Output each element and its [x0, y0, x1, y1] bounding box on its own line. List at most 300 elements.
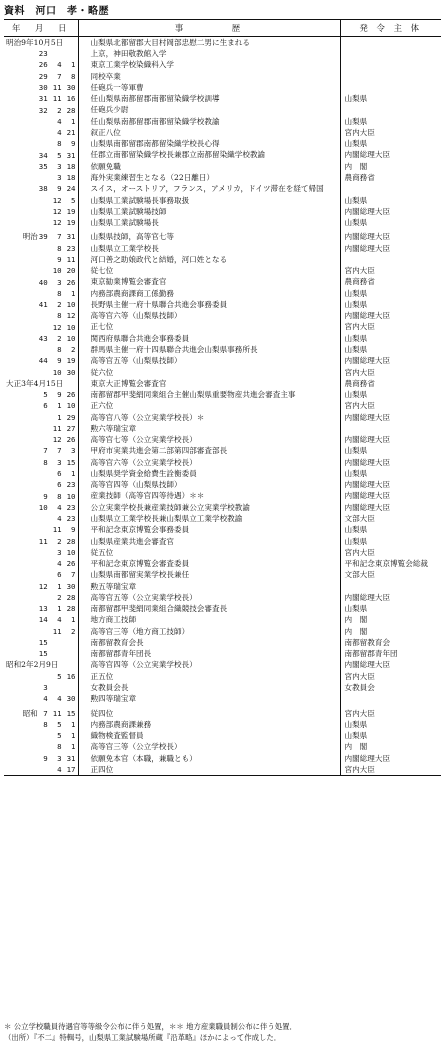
date-year: 6	[43, 401, 48, 411]
row-event: 南都留郡甲斐絹同業組合主催山梨県重要物産共進会審査主事	[78, 389, 340, 400]
date-full: 明治9年10月5日	[6, 37, 64, 47]
row-event: 地方商工技師	[78, 615, 340, 626]
date-day: 10	[66, 547, 76, 557]
date-year	[38, 129, 48, 136]
row-issuer: 内閣総理大臣	[344, 457, 391, 467]
row-date	[4, 637, 78, 648]
row-date	[4, 502, 78, 513]
date-month	[48, 639, 62, 646]
date-day: 23	[66, 480, 76, 490]
row-date	[4, 401, 78, 412]
date-year	[38, 369, 48, 376]
date-day: 10	[66, 401, 76, 411]
table-row	[4, 753, 441, 764]
date-year: 8	[43, 457, 48, 467]
date-year: 14	[38, 615, 48, 625]
table-row	[4, 310, 441, 321]
row-issuer: 文部大臣	[344, 513, 375, 523]
date-month: 4	[57, 615, 62, 625]
row-event: 高等官八等（公立実業学校長）＊	[78, 412, 340, 423]
date-era	[6, 219, 38, 226]
date-era	[6, 50, 38, 57]
date-era	[6, 197, 38, 204]
row-issuer: 山梨県	[344, 604, 368, 614]
row-event: 高等官三等（公立学校長）	[78, 741, 340, 752]
row-issuer: 山梨県	[344, 299, 368, 309]
date-year: 29	[38, 71, 48, 81]
table-row	[4, 719, 441, 730]
date-year	[38, 245, 48, 252]
date-era	[6, 369, 38, 376]
row-issuer: 内 閣	[344, 161, 368, 171]
date-month: 3	[57, 161, 62, 171]
table-row	[4, 127, 441, 138]
row-date	[4, 322, 78, 333]
date-year: 23	[38, 49, 48, 59]
row-issuer: 農商務省	[344, 173, 375, 183]
date-era	[6, 447, 38, 454]
date-day: 10	[66, 300, 76, 310]
table-row	[4, 479, 441, 490]
row-event: 内務部農商課兼務	[78, 719, 340, 730]
table-row	[4, 93, 441, 104]
date-era	[6, 743, 38, 750]
date-day	[62, 684, 76, 691]
date-year: 12	[38, 581, 48, 591]
date-era	[6, 185, 38, 192]
table-row	[4, 195, 441, 206]
date-era	[6, 84, 38, 91]
row-issuer: 南都留教育会	[344, 637, 391, 647]
date-month: 2	[57, 300, 62, 310]
date-era	[6, 335, 38, 342]
date-year: 35	[38, 161, 48, 171]
row-issuer: 宮内大臣	[344, 322, 375, 332]
row-date	[4, 229, 78, 243]
date-month	[48, 684, 62, 691]
date-day: 19	[66, 356, 76, 366]
date-month: 12	[52, 195, 62, 205]
date-year	[38, 732, 48, 739]
date-day: 1	[71, 731, 76, 741]
date-month: 5	[57, 719, 62, 729]
row-event: 甲府市実業共進会第二部第四部審査部長	[78, 446, 340, 457]
row-event: 高等官四等（公立実業学校長）	[78, 660, 340, 671]
table-row	[4, 344, 441, 355]
footnote-source: （出所）『不二』特輯号，山梨県工業試験場所蔵『沿革略』ほかによって作成した．	[4, 1032, 282, 1042]
row-date	[4, 705, 78, 719]
row-date	[4, 195, 78, 206]
date-year: 30	[38, 82, 48, 92]
date-day: 10	[66, 491, 76, 501]
date-era	[6, 459, 38, 466]
date-year	[38, 219, 48, 226]
date-month: 10	[52, 367, 62, 377]
table-row	[4, 558, 441, 569]
row-issuer: 山梨県	[344, 719, 368, 729]
table-row	[4, 229, 441, 243]
table-row	[4, 468, 441, 479]
date-era	[6, 436, 38, 443]
table-row	[4, 37, 441, 49]
date-month: 4	[57, 514, 62, 524]
row-event: 平和記念東京博覧会事務委員	[78, 524, 340, 535]
date-month: 1	[57, 401, 62, 411]
date-month: 8	[57, 243, 62, 253]
row-date	[4, 592, 78, 603]
row-issuer	[340, 693, 441, 704]
date-day: 30	[66, 367, 76, 377]
date-month: 8	[57, 311, 62, 321]
date-month: 2	[57, 333, 62, 343]
table-row	[4, 536, 441, 547]
row-date	[4, 513, 78, 524]
date-year: 5	[43, 390, 48, 400]
date-era	[6, 324, 38, 331]
date-year	[38, 267, 48, 274]
date-month: 4	[57, 764, 62, 774]
date-month: 11	[52, 525, 62, 535]
row-event: 山梨県北都留郡大目村岡部忠慰二男に生まれる	[78, 37, 340, 49]
date-day: 18	[66, 173, 76, 183]
row-event: 山梨県南都留郡南都留染織学校長心得	[78, 138, 340, 149]
date-era	[6, 684, 38, 691]
date-day: 27	[66, 423, 76, 433]
date-year: 9	[43, 491, 48, 501]
date-era	[6, 583, 38, 590]
row-issuer	[340, 254, 441, 265]
document-title: 資料 河口 孝・略歴	[4, 6, 109, 17]
date-year: 7	[43, 708, 48, 718]
row-date	[4, 93, 78, 104]
date-month: 7	[57, 446, 62, 456]
row-date	[4, 468, 78, 479]
row-issuer: 内閣総理大臣	[344, 232, 391, 242]
table-row	[4, 217, 441, 228]
footnote-asterisk: ＊ 公立学校職員待遇官等等級令公布に伴う処置，＊＊ 地方産業職員制公布に伴う処置．	[4, 1022, 297, 1031]
date-month: 7	[57, 71, 62, 81]
date-year	[38, 425, 48, 432]
row-event: 山梨県工業試験場長	[78, 217, 340, 228]
row-event: 任砲兵一等軍曹	[78, 82, 340, 93]
date-month: 6	[57, 480, 62, 490]
date-day: 26	[66, 277, 76, 287]
date-year: 38	[38, 184, 48, 194]
date-month: 11	[52, 626, 62, 636]
date-era	[6, 732, 38, 739]
header-event: 事 歴	[78, 20, 340, 37]
date-month: 8	[57, 139, 62, 149]
date-year: 43	[38, 333, 48, 343]
row-issuer: 宮内大臣	[340, 764, 441, 776]
row-date	[4, 105, 78, 116]
date-era	[6, 245, 38, 252]
date-month: 10	[52, 266, 62, 276]
date-year	[38, 766, 48, 773]
row-date	[4, 648, 78, 659]
row-issuer: 山梨県	[344, 446, 368, 456]
row-event: 山梨県技師，高等官七等	[78, 229, 340, 243]
row-event: 高等官五等（公立実業学校長）	[78, 592, 340, 603]
row-issuer: 山梨県	[344, 525, 368, 535]
table-row	[4, 457, 441, 468]
date-day: 1	[71, 288, 76, 298]
date-year	[38, 256, 48, 263]
date-day: 24	[66, 184, 76, 194]
table-row	[4, 615, 441, 626]
date-era	[6, 628, 38, 635]
row-event: 河口善之助娘政代と結婚，河口姓となる	[78, 254, 340, 265]
date-full: 昭和2年2月9日	[6, 660, 59, 670]
row-date	[4, 581, 78, 592]
row-issuer: 宮内大臣	[344, 671, 375, 681]
row-issuer: 女教員会	[344, 682, 375, 692]
date-day: 15	[66, 457, 76, 467]
date-day: 1	[71, 615, 76, 625]
row-event: 従七位	[78, 265, 340, 276]
date-day: 1	[71, 60, 76, 70]
date-era	[6, 95, 38, 102]
row-event: 上京，神田敬教館入学	[78, 48, 340, 59]
row-event: 山梨県産業共進会審査官	[78, 536, 340, 547]
row-date	[4, 741, 78, 752]
date-year: 41	[38, 300, 48, 310]
table-row	[4, 150, 441, 161]
row-event: 織物検査監督員	[78, 730, 340, 741]
date-day: 15	[66, 708, 76, 718]
date-era	[6, 425, 38, 432]
table-row	[4, 48, 441, 59]
date-month: 12	[52, 322, 62, 332]
date-day: 9	[71, 139, 76, 149]
date-era	[6, 140, 38, 147]
date-month: 3	[57, 277, 62, 287]
date-era	[6, 73, 38, 80]
row-date	[4, 671, 78, 682]
row-issuer: 山梨県	[344, 389, 368, 399]
date-year: 13	[38, 604, 48, 614]
table-row	[4, 705, 441, 719]
row-date	[4, 172, 78, 183]
date-era	[6, 279, 38, 286]
date-year	[38, 594, 48, 601]
date-day: 23	[66, 502, 76, 512]
row-date	[4, 299, 78, 310]
row-date	[4, 764, 78, 776]
row-event: 山梨県工業試験場長事務取扱	[78, 195, 340, 206]
date-year	[38, 197, 48, 204]
date-era	[6, 526, 38, 533]
row-issuer	[340, 183, 441, 194]
date-day: 31	[66, 150, 76, 160]
row-event: スイス，オーストリア，フランス，アメリカ，ドイツ滞在を経て帰国	[78, 183, 340, 194]
table-row	[4, 693, 441, 704]
date-month: 1	[57, 412, 62, 422]
row-issuer: 内閣総理大臣	[344, 491, 391, 501]
date-day: 12	[66, 311, 76, 321]
row-date	[4, 277, 78, 288]
date-year	[38, 436, 48, 443]
row-event: 任山梨県南都留郡南都留染織学校教諭	[78, 116, 340, 127]
date-year	[38, 208, 48, 215]
date-year: 9	[43, 753, 48, 763]
date-era	[6, 571, 38, 578]
table-row	[4, 116, 441, 127]
row-date	[4, 254, 78, 265]
date-day: 26	[66, 435, 76, 445]
row-event: 任砲兵少尉	[78, 105, 340, 116]
date-era	[6, 755, 38, 762]
row-issuer: 内閣総理大臣	[344, 311, 391, 321]
row-date	[4, 719, 78, 730]
date-full: 大正3年4月15日	[6, 378, 64, 388]
row-issuer: 内閣総理大臣	[344, 592, 391, 602]
row-issuer: 山梨県	[344, 731, 368, 741]
date-era	[6, 118, 38, 125]
row-issuer: 山梨県	[344, 139, 368, 149]
row-issuer	[340, 37, 441, 49]
row-date	[4, 217, 78, 228]
date-day: 26	[66, 559, 76, 569]
table-row	[4, 581, 441, 592]
row-event: 東京大正博覧会審査官	[78, 378, 340, 389]
table-row	[4, 764, 441, 776]
date-era	[6, 470, 38, 477]
date-day: 7	[71, 570, 76, 580]
date-day: 17	[66, 764, 76, 774]
date-year: 44	[38, 356, 48, 366]
date-era	[6, 515, 38, 522]
date-year	[38, 324, 48, 331]
row-event: 山梨県南都留実業学校長兼任	[78, 569, 340, 580]
date-day	[62, 50, 76, 57]
row-issuer: 宮内大臣	[344, 547, 375, 557]
date-year: 3	[43, 683, 48, 693]
date-year: 34	[38, 150, 48, 160]
date-era: 明治	[22, 232, 38, 242]
row-date	[4, 730, 78, 741]
date-year	[38, 560, 48, 567]
row-issuer: 内閣総理大臣	[344, 356, 391, 366]
date-year: 7	[43, 446, 48, 456]
header-date: 年 月 日	[4, 20, 78, 37]
table-row	[4, 378, 441, 389]
table-row	[4, 161, 441, 172]
date-year	[38, 414, 48, 421]
date-year: 32	[38, 105, 48, 115]
date-month: 2	[57, 536, 62, 546]
date-month: 7	[57, 232, 62, 242]
table-row	[4, 265, 441, 276]
table-row	[4, 423, 441, 434]
row-date	[4, 389, 78, 400]
row-date	[4, 265, 78, 276]
date-year	[38, 549, 48, 556]
row-issuer	[340, 71, 441, 82]
row-issuer: 内閣総理大臣	[344, 480, 391, 490]
date-day: 30	[66, 581, 76, 591]
date-day: 23	[66, 514, 76, 524]
row-event: 山梨県立工業学校長	[78, 243, 340, 254]
row-issuer: 内閣総理大臣	[344, 150, 391, 160]
row-date	[4, 138, 78, 149]
row-date	[4, 206, 78, 217]
row-issuer: 山梨県	[344, 218, 368, 228]
table-row	[4, 288, 441, 299]
row-date	[4, 660, 78, 671]
row-event: 東京工業学校染織科入学	[78, 60, 340, 71]
date-month: 12	[52, 206, 62, 216]
date-year	[38, 470, 48, 477]
table-row	[4, 389, 441, 400]
row-issuer: 宮内大臣	[344, 266, 375, 276]
row-event: 従六位	[78, 367, 340, 378]
row-date	[4, 355, 78, 366]
date-month: 4	[57, 60, 62, 70]
date-year: 40	[38, 277, 48, 287]
date-era	[6, 402, 38, 409]
table-row	[4, 446, 441, 457]
date-day	[62, 650, 76, 657]
row-event: 海外実業練習生となる（22日離日）	[78, 172, 340, 183]
row-date	[4, 603, 78, 614]
row-date	[4, 457, 78, 468]
row-issuer: 南都留郡青年団	[344, 649, 398, 659]
table-row	[4, 322, 441, 333]
row-date	[4, 615, 78, 626]
date-month: 5	[57, 150, 62, 160]
row-issuer: 宮内大臣	[344, 367, 375, 377]
date-era	[6, 357, 38, 364]
date-era	[6, 152, 38, 159]
date-era	[6, 650, 38, 657]
row-issuer: 山梨県	[344, 468, 368, 478]
row-date	[4, 60, 78, 71]
row-event: 山梨県奨学資金給費生詮衡委員	[78, 468, 340, 479]
row-event: 任山梨県南都留郡南都留染織学校訓導	[78, 93, 340, 104]
row-event: 南都留教育会長	[78, 637, 340, 648]
row-issuer: 山梨県	[344, 345, 368, 354]
date-month: 9	[57, 356, 62, 366]
row-issuer: 内閣総理大臣	[344, 435, 391, 445]
date-year: 8	[43, 719, 48, 729]
date-month: 9	[57, 254, 62, 264]
header-issuer: 発 令 主 体	[340, 20, 441, 37]
date-month	[48, 650, 62, 657]
row-issuer: 内 閣	[344, 742, 368, 752]
date-month: 4	[57, 116, 62, 126]
date-year	[38, 312, 48, 319]
date-day: 28	[66, 105, 76, 115]
date-month: 8	[57, 345, 62, 355]
date-year	[38, 673, 48, 680]
date-era	[6, 174, 38, 181]
row-date	[4, 547, 78, 558]
table-row	[4, 277, 441, 288]
date-month: 3	[57, 173, 62, 183]
date-day: 11	[66, 254, 76, 264]
date-month: 1	[57, 604, 62, 614]
row-date	[4, 310, 78, 321]
row-date	[4, 116, 78, 127]
row-event: 任郡立南都留染織学校長兼郡立南都留染織学校教諭	[78, 150, 340, 161]
table-row	[4, 434, 441, 445]
row-issuer	[340, 423, 441, 434]
table-row	[4, 333, 441, 344]
date-month: 9	[57, 390, 62, 400]
date-year	[38, 571, 48, 578]
row-date	[4, 434, 78, 445]
